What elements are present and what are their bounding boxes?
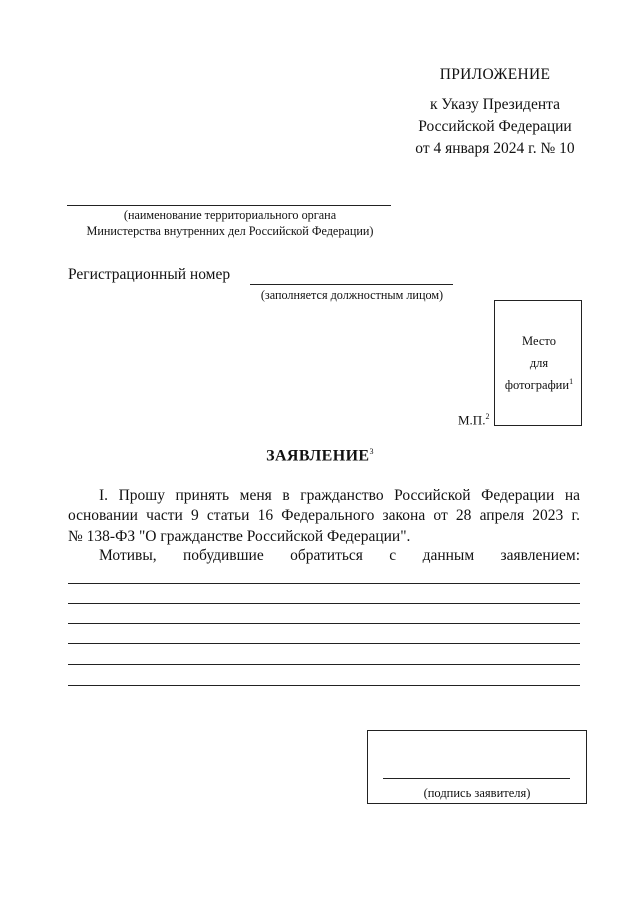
photo-label-line1: Место bbox=[522, 334, 556, 348]
seal-place-label bbox=[458, 412, 489, 428]
annex-decree-line: к Указу Президента bbox=[430, 96, 560, 113]
seal-footnote-mark: 2 bbox=[485, 412, 490, 421]
registration-number-hint: (заполняется должностным лицом) bbox=[260, 288, 444, 302]
photo-label-text: фотографии bbox=[504, 378, 570, 393]
motives-line-3[interactable] bbox=[68, 623, 580, 624]
request-line-3: № 138-ФЗ "О гражданстве Российской Федерации". bbox=[68, 528, 411, 545]
registration-number-field[interactable] bbox=[250, 284, 453, 285]
annex-date-line: от 4 января 2024 г. № 10 bbox=[415, 140, 575, 157]
motives-line-5[interactable] bbox=[68, 664, 580, 665]
photo-footnote-mark: 1 bbox=[569, 377, 574, 386]
motives-label: Мотивы, побудившие обратиться с данным заявлением: bbox=[99, 547, 580, 564]
annex-country-line: Российской Федерации bbox=[418, 118, 572, 135]
seal-place-text: М.П. bbox=[458, 412, 486, 428]
authority-name-field[interactable] bbox=[67, 205, 391, 206]
signature-field[interactable] bbox=[383, 778, 570, 779]
motives-line-4[interactable] bbox=[68, 643, 580, 644]
application-title-text: ЗАЯВЛЕНИЕ bbox=[266, 447, 370, 465]
authority-caption-line1: (наименование территориального органа bbox=[123, 208, 337, 222]
title-footnote-mark: 3 bbox=[369, 447, 374, 456]
signature-caption: (подпись заявителя) bbox=[423, 786, 531, 800]
request-line-1: I. Прошу принять меня в гражданство Российской Федерации на bbox=[99, 487, 580, 504]
authority-caption-line2: Министерства внутренних дел Российской Федерации) bbox=[86, 224, 374, 238]
photo-label-line2: для bbox=[529, 356, 549, 370]
motives-line-6[interactable] bbox=[68, 685, 580, 686]
application-title bbox=[0, 447, 640, 465]
photo-label-line3 bbox=[495, 377, 583, 393]
motives-line-1[interactable] bbox=[68, 583, 580, 584]
annex-heading: ПРИЛОЖЕНИЕ bbox=[439, 66, 551, 83]
registration-number-label: Регистрационный номер bbox=[68, 266, 231, 283]
motives-line-2[interactable] bbox=[68, 603, 580, 604]
photo-placeholder bbox=[494, 300, 582, 426]
request-line-2: основании части 9 статьи 16 Федерального закона от 28 апреля 2023 г. bbox=[68, 507, 580, 524]
